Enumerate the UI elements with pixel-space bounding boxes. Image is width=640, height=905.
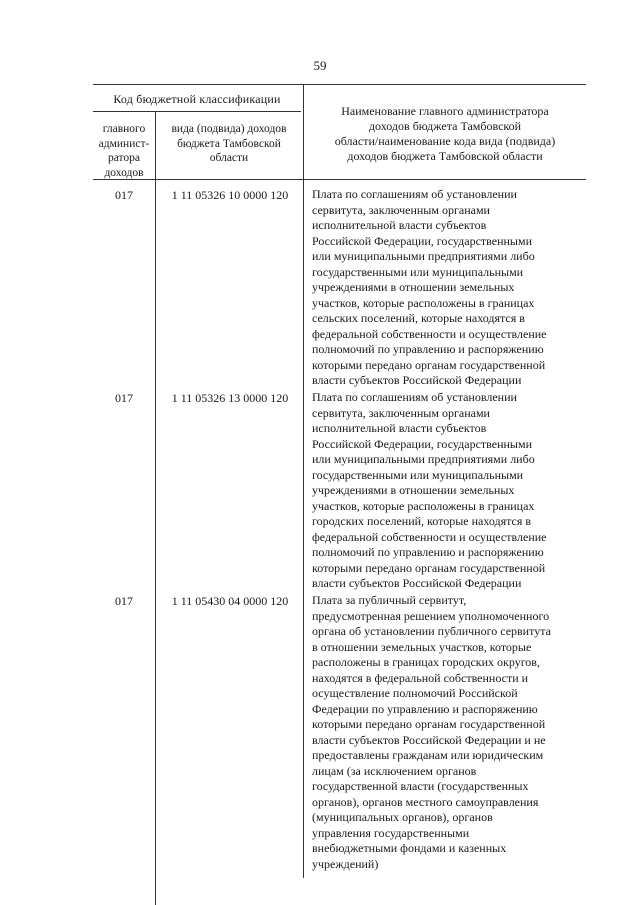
table-row-3-code: 1 11 05430 04 0000 120 [171,594,289,608]
table-top-border [93,84,586,85]
table-row-2-admin: 017 [115,391,133,405]
kbk-subheader-line [93,111,301,112]
table-row-2-code: 1 11 05326 13 0000 120 [171,391,289,405]
col-divider-admin [155,111,156,905]
header-name: Наименование главного администратора доходов бюджета Тамбовской области/наименование кода вида (подвида) доходов бюджета Тамбовской области [334,104,556,163]
page-number: 59 [313,58,327,73]
header-kind-code: вида (подвида) доходов бюджета Тамбовской области [171,123,287,164]
header-budget-classification: Код бюджетной классификации [113,92,281,106]
table-row-1-admin: 017 [115,188,133,202]
table-row-1-code: 1 11 05326 10 0000 120 [171,188,289,202]
header-bottom-border [93,179,586,180]
table-row-3-name: Плата за публичный сервитут, предусмотренная решением уполномоченного органа об установлении публичного сервитута в отношении земельных участков, которые расположены в границах городских округов, находятся в федеральной собственности и осуществление полномочий Российской Федерации по управлению и распоряжению которыми передано органам государственной власти субъектов Российской Федерации и не предоставлены гражданам или юридическим лицам (за исключением органов государственной власти (государственных органов), органов местного самоуправления (муниципальных органов), органов управления государственными внебюджетными фондами и казенных учреждений) [312,593,551,871]
budget-classification-table [93,84,586,905]
table-row-1-name: Плата по соглашениям об установлении сервитута, заключенным органами исполнительной власти субъектов Российской Федерации, государственными или муниципальными предприятиями либо государственными или муниципальными учреждениями в отношении земельных участков, которые расположены в границах сельских поселений, которые находятся в федеральной собственности и осуществление полномочий по управлению и распоряжению которыми передано органам государственной власти субъектов Российской Федерации [312,187,547,387]
header-admin-code: главного админист- ратора доходов [98,123,150,179]
table-row-2-name: Плата по соглашениям об установлении сервитута, заключенным органами исполнительной власти субъектов Российской Федерации, государственными или муниципальными предприятиями либо государственными или муниципальными учреждениями в отношении земельных участков, которые расположены в границах городских поселений, которые находятся в федеральной собственности и осуществление полномочий по управлению и распоряжению которыми передано органам государственной власти субъектов Российской Федерации [312,390,547,590]
table-row-3-admin: 017 [115,594,133,608]
col-divider-name [303,84,304,878]
